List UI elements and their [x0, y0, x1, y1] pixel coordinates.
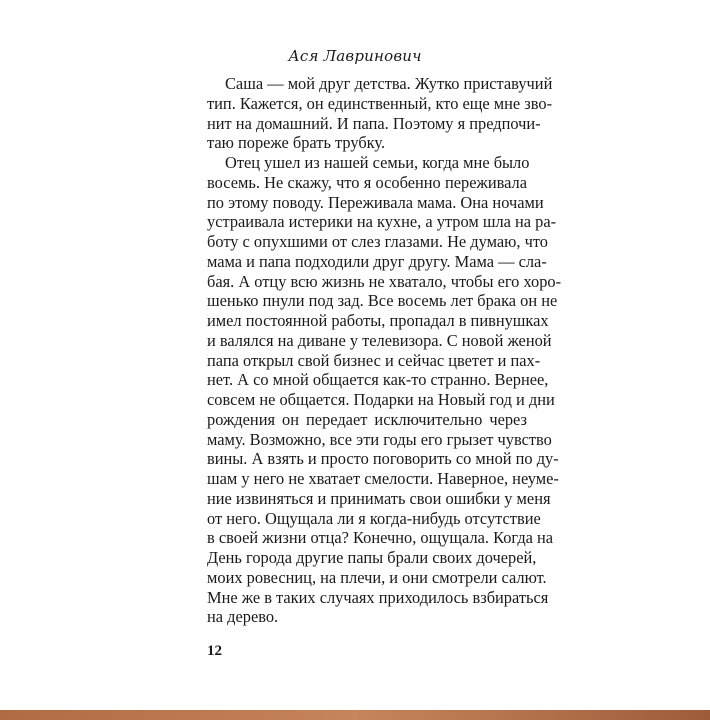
text-line: таю пореже брать трубку. — [207, 133, 386, 153]
text-line: имел постоянной работы, пропадал в пивнушках — [207, 311, 549, 330]
text-line: моих ровесниц, на плечи, и они смотрели салют. — [207, 567, 547, 587]
text-line: шенько пнули под зад. Все восемь лет брака он не — [207, 291, 558, 311]
text-line: тип. Кажется, он единственный, кто еще мне зво- — [207, 93, 553, 113]
text-line: Мне же в таких случаях приходилось взбираться — [207, 587, 549, 607]
text-line: совсем не общается. Подарки на Новый год и дни — [207, 390, 555, 409]
text-line: боту с опухшими от слез глазами. Не думаю, что — [207, 232, 548, 251]
text-line: в своей жизни отца? Конечно, ощущала. Когда на — [207, 528, 554, 548]
text-line: ние извиняться и принимать свои ошибки у меня — [207, 488, 551, 508]
body-text — [207, 74, 562, 627]
text-line: по этому поводу. Переживала мама. Она ночами — [207, 192, 544, 212]
text-line: папа открыл свой бизнес и сейчас цветет и пах- — [207, 350, 541, 370]
text-line: шам у него не хватает смелости. Наверное, неуме- — [207, 469, 559, 488]
text-line: и валялся на диване у телевизора. С новой женой — [207, 330, 552, 350]
text-line: бая. А отцу всю жизнь не хватало, чтобы его хоро- — [207, 271, 562, 291]
text-line: нит на домашний. И папа. Поэтому я предпочи- — [207, 113, 541, 133]
text-line: вины. А взять и просто поговорить со мной по ду- — [207, 449, 559, 469]
text-line: на дерево. — [207, 607, 279, 627]
bottom-edge-band — [0, 710, 710, 720]
text-line: Отец ушел из нашей семьи, когда мне было — [225, 153, 530, 172]
text-line: мама и папа подходили друг другу. Мама — сла- — [207, 251, 547, 271]
running-head-author: Ася Лавринович — [288, 47, 422, 65]
text-line: рождения он передает исключительно через — [207, 409, 527, 429]
page-number: 12 — [207, 643, 222, 659]
text-line: устраивала истерики на кухне, а утром шла на ра- — [207, 212, 557, 232]
text-line: маму. Возможно, все эти годы его грызет чувство — [207, 429, 552, 449]
text-line: Саша — мой друг детства. Жутко приставучий — [225, 74, 553, 93]
paragraph-1 — [207, 74, 553, 153]
text-line: восемь. Не скажу, что я особенно переживала — [207, 172, 527, 192]
text-line: нет. А со мной общается как-то странно. Вернее, — [207, 370, 549, 390]
text-line: от него. Ощущала ли я когда-нибудь отсутствие — [207, 508, 541, 528]
paragraph-2 — [207, 153, 562, 627]
text-line: День города другие папы брали своих дочерей, — [207, 548, 537, 567]
